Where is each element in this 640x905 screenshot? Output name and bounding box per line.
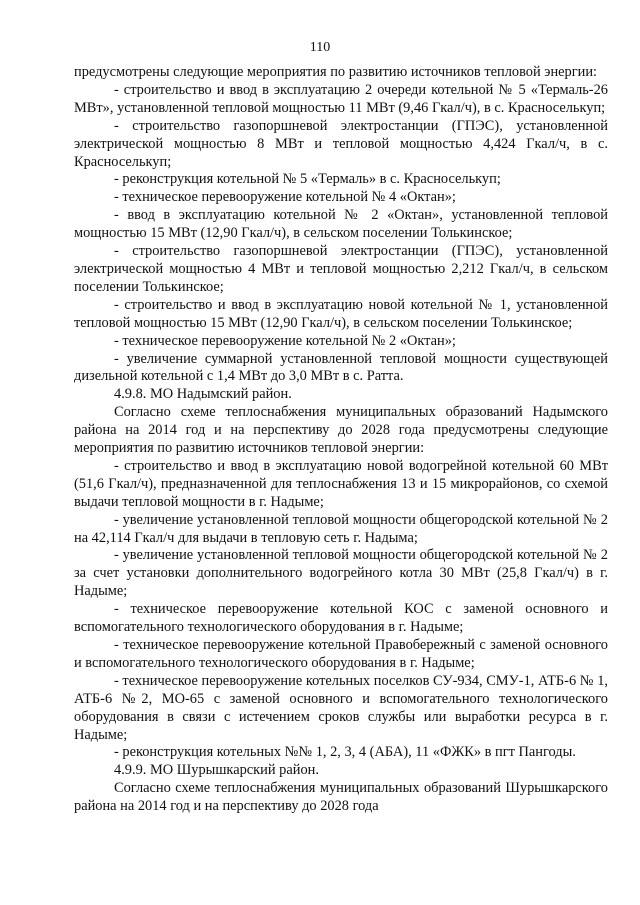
list-item-tolka-gpes: - строительство газопоршневой электростанции (ГПЭС), установленной электрической мощностью 4 МВт и тепловой мощностью 2,212 Гкал/ч, в сельском поселении Толькинское; bbox=[74, 243, 608, 295]
list-item-nadym-pravoberezhny: - техническое перевооружение котельной Правобережный с заменой основного и вспомогательного технологического оборудования в г. Надыме; bbox=[74, 637, 608, 671]
list-item-krasnoselkup-boiler-5: - строительство и ввод в эксплуатацию 2 очереди котельной № 5 «Термаль-26 МВт», установленной тепловой мощностью 11 МВт (9,46 Гкал/ч), в с. Красноселькуп; bbox=[74, 81, 608, 116]
list-item-tolka-boiler-1: - строительство и ввод в эксплуатацию новой котельной № 1, установленной тепловой мощностью 15 МВт (12,90 Гкал/ч), в сельском поселении Толькинское; bbox=[74, 296, 608, 331]
section-heading-shuryshkary: 4.9.9. МО Шурышкарский район. bbox=[114, 762, 319, 779]
list-item-oktan-2-commission: - ввод в эксплуатацию котельной № 2 «Октан», установленной тепловой мощностью 15 МВт (12,90 Гкал/ч), в сельском поселении Толькинское; bbox=[74, 207, 608, 242]
paragraph-shuryshkary-intro: Согласно схеме теплоснабжения муниципальных образований Шурышкарского района на 2014 год и на перспективу до 2028 года bbox=[74, 780, 608, 815]
paragraph-intro: предусмотрены следующие мероприятия по развитию источников тепловой энергии: bbox=[74, 64, 598, 80]
list-item-termal-reconstruction: - реконструкция котельной № 5 «Термаль» в с. Красноселькуп; bbox=[114, 171, 501, 188]
list-item-oktan-4: - техническое перевооружение котельной № 4 «Октан»; bbox=[114, 189, 456, 206]
section-heading-nadym: 4.9.8. МО Надымский район. bbox=[114, 386, 292, 403]
list-item-nadym-new-boiler: - строительство и ввод в эксплуатацию новой водогрейной котельной 60 МВт (51,6 Гкал/ч), предназначенной для теплоснабжения 13 и 15 микрорайонов, со схемой выдачи тепловой мощности в г. Надыме; bbox=[74, 457, 608, 510]
list-item-krasnoselkup-gpes: - строительство газопоршневой электростанции (ГПЭС), установленной электрической мощностью 8 МВт и тепловой мощностью 4,424 Гкал/ч, в с. Красноселькуп; bbox=[74, 117, 608, 170]
list-item-oktan-2-rearm: - техническое перевооружение котельной № 2 «Октан»; bbox=[114, 332, 456, 349]
list-item-nadym-kos: - техническое перевооружение котельной КОС с заменой основного и вспомогательного технологического оборудования в г. Надыме; bbox=[74, 601, 608, 636]
list-item-nadym-boiler-2-increase: - увеличение установленной тепловой мощности общегородской котельной № 2 на 42,114 Гкал/ч для выдачи в тепловую сеть г. Надыма; bbox=[74, 511, 608, 546]
list-item-ratta-diesel: - увеличение суммарной установленной тепловой мощности существующей дизельной котельной с 1,4 МВт до 3,0 МВт в с. Ратта. bbox=[74, 350, 608, 385]
page-number: 110 bbox=[309, 40, 331, 55]
document-body bbox=[74, 64, 608, 816]
list-item-pangody: - реконструкция котельных №№ 1, 2, 3, 4 (АБА), 11 «ФЖК» в пгт Пангоды. bbox=[114, 744, 576, 761]
paragraph-nadym-intro: Согласно схеме теплоснабжения муниципальных образований Надымского района на 2014 год и на перспективу до 2028 года предусмотрены следующие мероприятия по развитию источников тепловой энергии: bbox=[74, 404, 608, 457]
list-item-nadym-settlements: - техническое перевооружение котельных поселков СУ-934, СМУ-1, АТБ-6 № 1, АТБ-6 №2, МО-65 с заменой основного и вспомогательного технологического оборудования в связи с истечением сроков службы или выработки ресурса в г. Надыме; bbox=[74, 672, 608, 743]
list-item-nadym-boiler-2-extra: - увеличение установленной тепловой мощности общегородской котельной № 2 за счет установки дополнительного водогрейного котла 30 МВт (25,8 Гкал/ч) в г. Надыме; bbox=[74, 547, 608, 600]
